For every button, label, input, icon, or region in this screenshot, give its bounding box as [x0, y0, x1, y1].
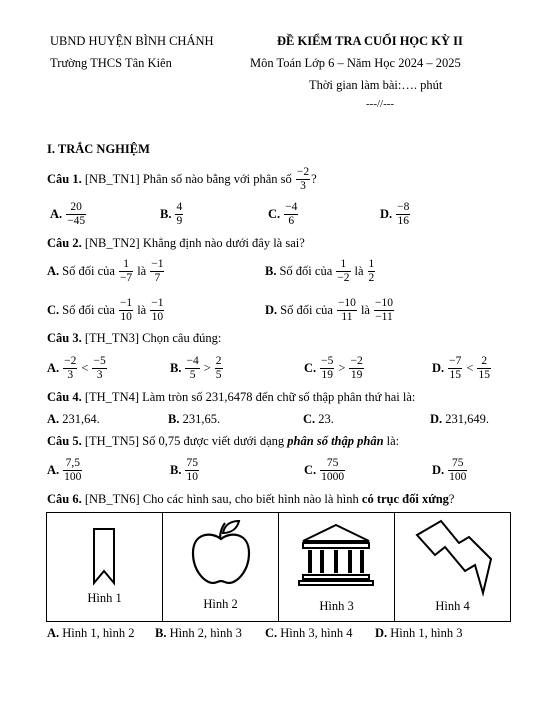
q6-option-a[interactable]: A. Hình 1, hình 2: [47, 626, 135, 640]
q3-option-c[interactable]: C. $\frac{-5}{19}$ > $\frac{-2}{19}$: [304, 355, 363, 381]
q1-options: [50, 199, 411, 229]
q6-option-b[interactable]: B. Hình 2, hình 3: [155, 626, 242, 640]
q1-option-a[interactable]: A. $\frac{20}{-45}$: [50, 201, 86, 227]
q6-option-d[interactable]: D. Hình 1, hình 3: [375, 626, 463, 640]
q1-fraction: $\frac{-2}{3}$: [296, 166, 310, 192]
subject-line: Môn Toán Lớp 6 – Năm Học 2024 – 2025: [250, 56, 461, 70]
question-1: [47, 164, 317, 194]
bookmark-icon: [47, 513, 162, 588]
q6-option-c[interactable]: C. Hình 3, hình 4: [265, 626, 353, 640]
separator: ---//---: [366, 98, 395, 110]
q1-label: Câu 1.: [47, 171, 82, 186]
q1-option-d[interactable]: D. $\frac{-8}{16}$: [380, 201, 410, 227]
q5-option-a[interactable]: A. $\frac{7,5}{100}$: [47, 457, 82, 483]
q5-option-c[interactable]: C. $\frac{75}{1000}$: [304, 457, 345, 483]
q2-option-c[interactable]: C. Số đối của $\frac{-1}{10}$ là $\frac{-1}{10}$: [47, 297, 164, 323]
school-name: Trường THCS Tân Kiên: [50, 56, 172, 70]
q3-options: [47, 353, 492, 383]
figure-2: [163, 513, 279, 622]
question-6: Câu 6. [NB_TN6] Cho các hình sau, cho biết hình nào là hình có trục đối xứng?: [47, 492, 455, 506]
figures-table: [46, 512, 511, 622]
q3-option-a[interactable]: A. $\frac{-2}{3}$ < $\frac{-5}{3}$: [47, 355, 106, 381]
figure-2-caption: Hình 2: [203, 597, 238, 611]
q4-option-d[interactable]: D. 231,649.: [430, 412, 490, 426]
figure-4: [395, 513, 511, 622]
q2-options-row2: [47, 295, 395, 325]
q4-option-b[interactable]: B. 231,65.: [168, 412, 221, 426]
q2-options-row1: [47, 256, 376, 286]
section-title: I. TRẮC NGHIỆM: [47, 142, 150, 156]
q3-option-b[interactable]: B. $\frac{-4}{5}$ > $\frac{2}{5}$: [170, 355, 222, 381]
figure-1-caption: Hình 1: [87, 591, 122, 605]
figure-4-caption: Hình 4: [435, 599, 470, 613]
lightning-icon: [395, 513, 510, 598]
q5-option-d[interactable]: D. $\frac{75}{100}$: [432, 457, 467, 483]
q1-text: [NB_TN1] Phân số nào bằng với phân số: [84, 171, 292, 186]
temple-icon: [279, 513, 394, 593]
apple-icon: [163, 513, 278, 593]
q4-option-c[interactable]: C. 23.: [303, 412, 334, 426]
school-district: UBND HUYỆN BÌNH CHÁNH: [50, 34, 214, 48]
q1-option-b[interactable]: B. $\frac{4}{9}$: [160, 201, 183, 227]
question-3: Câu 3. [TH_TN3] Chọn câu đúng:: [47, 331, 222, 345]
q5-option-b[interactable]: B. $\frac{75}{10}$: [170, 457, 198, 483]
q5-options: [47, 455, 468, 485]
question-5: Câu 5. [TH_TN5] Số 0,75 được viết dưới dạng phân số thập phân là:: [47, 434, 400, 448]
q1-end: ?: [311, 171, 317, 186]
q2-option-d[interactable]: D. Số đối của $\frac{-10}{11}$ là $\frac{-10}{-11}$: [265, 297, 393, 323]
q3-option-d[interactable]: D. $\frac{-7}{15}$ < $\frac{2}{15}$: [432, 355, 490, 381]
figure-3: [279, 513, 395, 622]
q1-option-c[interactable]: C. $\frac{-4}{6}$: [268, 201, 298, 227]
q4-option-a[interactable]: A. 231,64.: [47, 412, 100, 426]
question-4: Câu 4. [TH_TN4] Làm tròn số 231,6478 đến chữ số thập phân thứ hai là:: [47, 390, 416, 404]
time-line: Thời gian làm bài:…. phút: [309, 78, 443, 92]
q2-option-a[interactable]: A. Số đối của $\frac{1}{-7}$ là $\frac{-1}{7}$: [47, 258, 164, 284]
figure-1: [47, 513, 163, 622]
exam-title: ĐỀ KIỂM TRA CUỐI HỌC KỲ II: [277, 34, 463, 48]
figure-3-caption: Hình 3: [319, 599, 354, 613]
q2-option-b[interactable]: B. Số đối của $\frac{1}{-2}$ là $\frac{1}{2}$: [265, 258, 375, 284]
question-2: Câu 2. [NB_TN2] Khẳng định nào dưới đây là sai?: [47, 236, 305, 250]
